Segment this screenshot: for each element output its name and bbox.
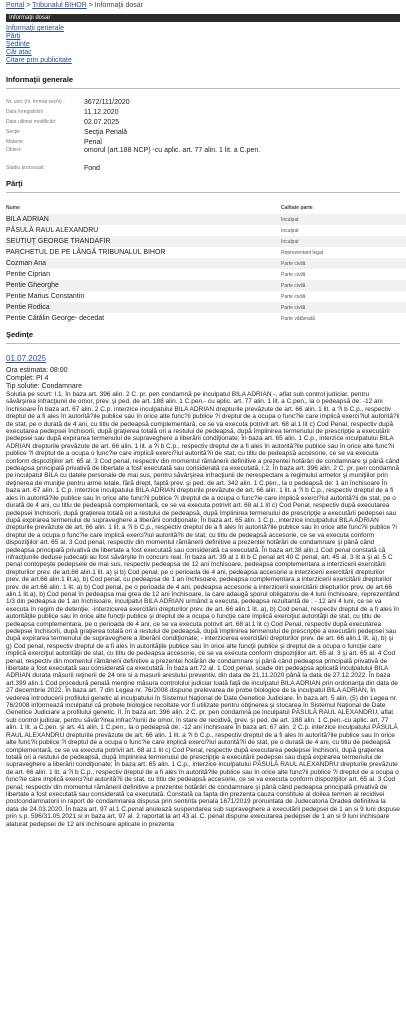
table-row bbox=[6, 280, 406, 291]
info-row bbox=[6, 137, 406, 147]
party-name: Pentie Gheorghe bbox=[6, 282, 59, 289]
table-row bbox=[6, 258, 406, 269]
info-row bbox=[6, 107, 406, 117]
info-label: Obiect: bbox=[6, 147, 22, 153]
info-label: Materie: bbox=[6, 139, 25, 145]
info-row bbox=[6, 147, 406, 163]
table-row bbox=[6, 225, 406, 236]
table-row bbox=[6, 214, 406, 225]
table-of-contents bbox=[6, 25, 406, 65]
party-role: Inculpat bbox=[281, 227, 299, 234]
info-value: Fond bbox=[84, 164, 100, 172]
party-role: Reprezentant legal bbox=[281, 249, 323, 256]
party-role: Parte civilă bbox=[281, 282, 306, 289]
party-role: Inculpat bbox=[281, 238, 299, 245]
party-name: Pentie Rodica bbox=[6, 304, 50, 311]
column-header-role: Calitate parte bbox=[281, 205, 313, 211]
solution-text: Solutia pe scurt: I.1. În baza art. 396 alin. 2 C. pr. pen condamnă pe inculpatul BILA ADRIAN -, aflat sub control judiciar, pentru săvârşirea infracţiunii de omor, prev. şi ped. de art. 188 alin. 1 C.pen.- cu aplic. art. 77 alin. 1 lit. a C.pen., la o pedeapsă de: -12 ani închisoare În baza art. 67 alin. 2 C.p. interzice inculpatului BILA ADRIAN drepturile prevăzute de art. 66 alin. 1 lit. a ?i b C.p., respectiv dreptul de a fi ales în autorită?ile publice sau în orice alte func?ii publice ?i dreptul de a ocupa o func?ie care implică exerci?iul autorită?ii de stat, pe o durată de 4 ani, cu titlu de pedeapsă complementară, ce se va executa potrivit art. 68 al.1 lit c) Cod Penal, respectiv după executarea pedepsei închisorii, după graţierea totală ori a restului de pedeapsă, după împlinirea termenului de prescripţie a executării pedepsei sau după expirarea termenului de supraveghere a liberării condiţionate; În baza art. 65 alin. 1 C.p., interzice inculpatului BILA ADRIAN drepturile prevăzute de art. 66 alin. 1 lit. a ?i b C.p., respectiv dreptul de a fi ales în autorită?ile publice sau în orice alte func?ii publice ?i dreptul de a ocupa o func?ie care implică exerci?iul autorită?ii de stat, cu titlu de pedeapsă accesorie, ce se va executa conform dispoziţiilor art. 65 al. 3 Cod penal, respectiv din momentul rămânerii definitive a prezentei hotărâri de condamnare şi până când pedeapsa principală privativă de libertate a fost executată sau considerată ca executată. I.2. În baza art. 396 alin. 2 C. pr. pen condamnă pe inculpatul BILA cu datele personale de mai sus, pentru săvârşirea infracţiunii de nerespectare a regimului armelor şi muniţiilor prin deţinerea de muniţie pentru arme letale, fără drept, faptă prev. şi ped. de art. 342 alin. 1 C.pen., la o pedeapsă de: 1 an închisoare În baza art. 67 alin. 1 C.p. interzice inculpatului BILA ADRIAN drepturile prevăzute de art. 66 alin. 1 lit. a ?i b C.p., respectiv dreptul de a fi ales în autorită?ile publice sau în orice alte func?ii publice ?i dreptul de a ocupa o func?ie care implică exerci?iul autorită?ii de stat, pe o durată de 4 ani, cu titlu de pedeapsă complementară, ce se va executa potrivit art. 68 al.1 lit c) Cod Penal, respectiv după executarea pedepsei închisorii, după graţierea totală ori a restului de pedeapsă, după împlinirea termenului de prescripţie a executării pedepsei sau după expirarea termenului de supraveghere a liberării condiţionate; În baza art. 65 alin. 1 C.p., interzice inculpatului BILA ADRIAN drepturile prevăzute de art. 66 alin. 1 lit. a ?i b C.p., respectiv dreptul de a fi ales în autorită?ile publice sau în orice alte func?ii publice ?i dreptul de a ocupa o func?ie care implică exerci?iul autorită?ii de stat, cu titlu de pedeapsă accesorie, ce se va executa conform dispoziţiilor art. 65 al. 3 Cod penal, respectiv din momentul rămânerii definitive a prezentei hotărâri de condamnare şi până când pedeapsa principală privativă de libertate a fost executată sau considerată ca executată. În baza art.38 alin.1 Cod penal constată că infracţiunile deduse judecaţii au fost săvârşite în concurs real. În baza art. 39 al 1 lit b C penal art 40 C penal, art. 45 al. 3 lit a şi al. 5 C penal contopeşte pedepsele de mai sus, respectiv pedeapsa de 12 ani închisoare, pedeapsa complementara a interzicerii exercitării drepturilor prev. de art.66 alin.1 lit. a) şi b) Cod penal, pe o perioada de 4 ani, pedeapsa accesorie a interzicerii exercitării drepturilor prev. de art.66 alin.1 lit.a), b) Cod penal, cu pedeapsa de 1 an închisoare, pedeapsa complementara a interzicerii exercitării drepturilor prev. de art.66 alin. 1 lit. a) b) Cod penal, pe o perioada de 4 ani, pedeapsa accesorie a interzicerii exercitării drepturilor prev. de art.66 alin.1 lit.a), b) Cod penal în pedeapsa mai grea de 12 ani închisoare, la care adaugă sporul obligatoriu de 4 luni închisoare, reprezentând 1/3 din pedeapsa de 1 an închisoare, inculpatul BILA ADRIAN urmând a executa, pedeapsa rezultantă de : - 12 ani 4 luni, ce se va executa în regim de detenţie; -interzicerea exercitării drepturilor prev. de art. 66 alin.1 lit. a), b) Cod penal, respectiv dreptul de a fi ales în autorităţile publice sau în orice alte funcţii publice şi dreptul de a ocupa o funcţie care implică exerciţiul autorităţii de stat, cu titlu de pedeapsa complementara, pe o perioada de 4 ani, ce se va executa potrivit art. 68 al.1 lit c) Cod Penal, respectiv după executarea pedepsei închisorii, după graţierea totală ori a restului de pedeapsă, după împlinirea termenului de prescripţie a executării pedepsei sau după expirarea termenului de supraveghere a liberării condiţionate; - interzicerea exercitării drepturilor prev. de art. 66 alin.1 lit. a), b) şi g) Cod penal, respectiv dreptul de a fi ales în autorităţile publice sau în orice alte funcţii publice şi dreptul de a ocupa o funcţie care implică exerciţiul autorităţii de stat, cu titlu de pedeapsa accesorie, ce se va executa conform dispoziţiilor art. 65 al. 3 şi art. 65 al. 4 Cod penal, respectiv din momentul rămânerii definitive a prezentei hotărâri de condamnare şi până când pedeapsa principală privativă de libertate a fost executată sau considerată ca executată. În baza art.72 al. 1 Cod penal, scade din pedeapsa aplicată inculpatului BILA ADRIAN durata măsurii reţinerii de 24 ore si a masurii arestului preventiv, din data de 21.11.2020 până la data de 27.12.2022. În baza art.399 alin.1 Cod procedură penală menţine măsura controlului judiciar luată faţă de inculpatul BILA ADRIAN prin ordonanţa din data de 27 decembrie 2022. În baza art. 7 din Legea nr. 76/2008 dispune prelevarea de probe biologice de la inculpatul BILA ADRIAN, în vederea introducerii profilului genetic al inculpatului în Sistemul Naţional de Date Genetice Judiciare. În baza art. 5 alin. (5) din Legea nr. 76/2008 informează inculpatul că probele biologice recoltate vor fi utilizate pentru obţinerea şi stocarea în Sistemul Naţional de Date Genetice Judiciare a profilului genetic. II. În baza art. 396 alin. 2 C. pr. pen condamnă pe inculpatul PĂSULĂ RAUL ALEXANDRU, aflat sub control judiciar, pentru săvâr?irea infrac?iunii de omor, în stare de recidivă, prev. şi ped. de art. 188 alin. 1 C.pen.-cu aplic. art. 77 alin. 1 lit. a C.pen. şi art. 41 alin. 1 C.pen., la o pedeapsă de: -12 ani închisoare În baza art. 67 alin. 2 C.p. interzice inculpatului PĂSULĂ RAUL ALEXANDRU drepturile prevăzute de art. 66 alin. 1 lit. a ?i b C.p., respectiv dreptul de a fi ales în autorită?ile publice sau în orice alte func?ii publice ?i dreptul de a ocupa o func?ie care implică exerci?iul autorită?ii de stat, pe o durată de 4 ani, cu titlu de pedeapsă complementară, ce se va executa potrivit art. 68 al.1 lit c) Cod Penal, respectiv după executarea pedepsei închisorii, după graţierea totală ori a restului de pedeapsă, după împlinirea termenului de prescripţie a executării pedepsei sau după expirarea termenului de supraveghere a liberării condiţionate; În baza art. 65 alin. 1 C.p., interzice inculpatului PĂSULĂ RAUL ALEXANDRU drepturile prevăzute de art. 66 alin. 1 lit. a ?i b C.p., respectiv dreptul de a fi ales în autorită?ile publice sau în orice alte func?ii publice ?i dreptul de a ocupa o func?ie care implică exerci?iul autorită?ii de stat, cu titlu de pedeapsă accesorie, ce se va executa conform dispoziţiilor art. 65 al. 3 Cod penal, respectiv din momentul rămânerii definitive a prezentei hotărâri de condamnare şi până când pedeapsa principală privativă de libertate a fost executată sau considerată ca executată. Constată ca fapta din prezenta cauza constituie al doilea termen al recidivei postcondamnatorii in raport de condamnarea dispusa prin sentinta penala 1671/2019 pronuntata de Judecatoria Oradea definitiva la data de 24.03.2020. În baza art. 97 al.1 C.penal anulează suspendarea sub supraveghere a executării pedepsei de 1 an si 9 luni dispuse prin s.p. 596/31.05.2021 si in baza art. 97 al. 2 raportat la art 43 al. C. penal dispune executarea pedepsei de 1 an si 9 luni inchisoare alaturat pedepsei de 12 ani inchisoare aplicate in prezenta bbox=[6, 391, 400, 828]
divider bbox=[6, 343, 400, 344]
party-role: Parte civilă bbox=[281, 304, 306, 311]
hearing-date-link[interactable]: 01.07.2025 bbox=[6, 354, 47, 363]
breadcrumb bbox=[6, 0, 406, 12]
table-row bbox=[6, 291, 406, 302]
info-label: Data înregistrării bbox=[6, 109, 43, 115]
toc-citare-publicitate[interactable]: Citare prin publicitate bbox=[6, 57, 72, 64]
toc-parti[interactable]: Părţi bbox=[6, 33, 21, 40]
breadcrumb-separator: > bbox=[88, 2, 93, 9]
hearing-meta bbox=[6, 367, 406, 391]
party-role: Parte civilă bbox=[281, 271, 306, 278]
party-name: Pentie Marius Constantin bbox=[6, 293, 85, 300]
party-name: PARCHETUL DE PE LÂNGĂ TRIBUNALUL BIHOR bbox=[6, 249, 166, 256]
toc-sedinte[interactable]: Şedinţe bbox=[6, 41, 30, 48]
parti-table bbox=[6, 214, 406, 324]
info-value: Secţia Penală bbox=[84, 128, 128, 136]
info-value: 3672/111/2020 bbox=[84, 98, 130, 106]
solution-type: Tip solutie: Condamnare bbox=[6, 383, 83, 390]
party-name: BILA ADRIAN bbox=[6, 216, 49, 223]
info-label: Nr. unic (nr. format vechi) : bbox=[6, 99, 65, 105]
toc-informatii-generale[interactable]: Informaţii generale bbox=[6, 25, 64, 32]
party-name: SEUTIUŢ GEORGE TRANDAFIR bbox=[6, 238, 111, 245]
party-name: Cozman Ana bbox=[6, 260, 47, 267]
party-role: Parte vătămată bbox=[281, 315, 315, 322]
info-value: Penal bbox=[84, 138, 102, 146]
section-title-parti: Părţi bbox=[6, 179, 23, 188]
table-row bbox=[6, 247, 406, 258]
table-row bbox=[6, 269, 406, 280]
party-name: PĂSULĂ RAUL ALEXANDRU bbox=[6, 227, 99, 234]
breadcrumb-portal[interactable]: Portal bbox=[6, 2, 25, 9]
party-name: Pentie Cătălin George- decedat bbox=[6, 315, 105, 322]
table-row bbox=[6, 302, 406, 313]
breadcrumb-current: Informaţii dosar bbox=[94, 2, 144, 9]
divider bbox=[6, 192, 400, 193]
table-row bbox=[6, 313, 406, 324]
breadcrumb-separator: > bbox=[26, 2, 31, 9]
column-header-name: Nume bbox=[6, 205, 20, 211]
header-bar: Informaţii dosar bbox=[6, 14, 400, 22]
divider bbox=[6, 88, 400, 89]
section-title-general: Informaţii generale bbox=[6, 75, 74, 84]
info-value: 11.12.2020 bbox=[84, 108, 119, 116]
parti-table-header bbox=[6, 205, 406, 211]
party-role: Inculpat bbox=[281, 216, 299, 223]
breadcrumb-tribunal[interactable]: Tribunalul BIHOR bbox=[32, 2, 87, 9]
info-label: Stadiu procesual: bbox=[6, 165, 45, 171]
section-title-sedinte: Şedinţe bbox=[6, 330, 34, 339]
info-label: Secţie bbox=[6, 129, 20, 135]
info-row bbox=[6, 127, 406, 137]
info-row bbox=[6, 97, 406, 107]
general-info bbox=[6, 97, 406, 173]
hearing-panel: Complet: PI 4 bbox=[6, 375, 49, 382]
info-value: omorul (art.188 NCP) -cu aplic. art. 77 alin. 1 lit. a C.pen. bbox=[84, 147, 261, 154]
toc-cai-atac[interactable]: Căi atac bbox=[6, 49, 32, 56]
info-row bbox=[6, 163, 406, 173]
info-label: Data ultimei modificări: bbox=[6, 119, 57, 125]
party-name: Pentie Ciprian bbox=[6, 271, 50, 278]
info-value: 02.07.2025 bbox=[84, 118, 120, 126]
table-row bbox=[6, 236, 406, 247]
hearing-time: Ora estimata: 08:00 bbox=[6, 367, 68, 374]
party-role: Parte civilă bbox=[281, 260, 306, 267]
party-role: Parte civilă bbox=[281, 293, 306, 300]
info-row bbox=[6, 117, 406, 127]
